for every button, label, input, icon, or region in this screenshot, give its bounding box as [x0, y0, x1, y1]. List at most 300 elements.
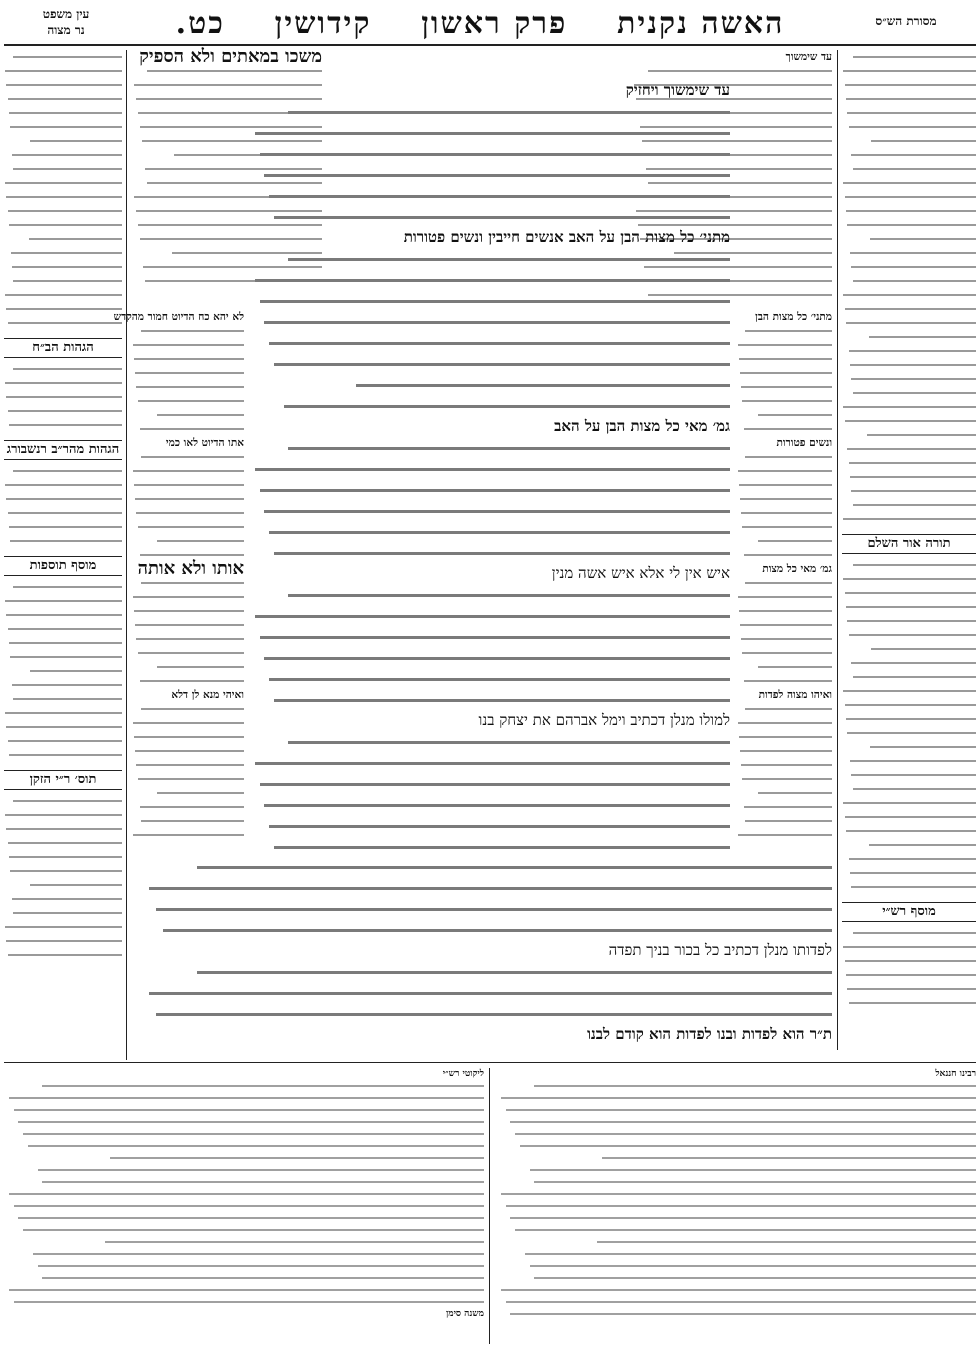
gemara-wide-text-line — [142, 898, 832, 919]
tosafot-text-line — [132, 422, 244, 436]
gemara-text-line — [250, 731, 730, 752]
ein-mishpat-text-line — [4, 78, 122, 92]
tosafot-text-line — [132, 744, 244, 758]
ein-mishpat-text-line — [4, 218, 122, 232]
gemara-main-text — [250, 80, 730, 850]
tosafot-text-line — [132, 520, 244, 534]
musaf-tosafot-text-line — [4, 748, 122, 762]
rashi-text-line — [737, 632, 832, 646]
torah-or-text-line — [842, 698, 976, 712]
tosafot-text-line — [132, 828, 244, 842]
masoret-text-line — [842, 162, 976, 176]
gemara-text-line — [250, 374, 730, 395]
musaf-tosafot-text-line — [4, 692, 122, 706]
rashi-text-line — [737, 324, 832, 338]
rashi-text-line — [737, 660, 832, 674]
tosafot-dibbur-hamatchil: משכו במאתים ולא הספיק — [139, 46, 322, 67]
masoret-text-line — [842, 302, 976, 316]
footer-text-line — [496, 1116, 976, 1128]
tosafot-text-line — [132, 702, 244, 716]
gemara-gemara-start: גמ׳ מאי כל מצות הבן על האב — [554, 417, 730, 435]
ein-mishpat-text-line — [4, 246, 122, 260]
gemara-opening: עד שימשוך ויחזיק — [625, 81, 730, 99]
title-tractate: קידושין — [274, 6, 372, 41]
footer-likutei-rashi — [4, 1068, 484, 1344]
footer-text-line — [496, 1224, 976, 1236]
rashi-text-line — [737, 716, 832, 730]
musaf-tosafot-text-line — [4, 608, 122, 622]
tosafot-text-line — [132, 660, 244, 674]
musaf-rashi-text-line — [842, 996, 976, 1010]
footer-text-line — [496, 1236, 976, 1248]
tosafot-text-line — [132, 632, 244, 646]
footer-note: משנה סימן — [445, 1309, 484, 1319]
tos-rid-text-line — [4, 850, 122, 864]
torah-or-text-line — [842, 628, 976, 642]
musaf-tosafot-text-line — [4, 678, 122, 692]
gemara-text-line — [250, 437, 730, 458]
rashi-text-line — [737, 576, 832, 590]
tosafot-text-line — [132, 590, 244, 604]
rashi-text-line — [737, 814, 832, 828]
footer-text-line — [496, 1188, 976, 1200]
tosafot-text-line — [132, 506, 244, 520]
tos-rid-text-line — [4, 934, 122, 948]
page-header — [4, 6, 976, 42]
hagahot-habach-text-line — [4, 376, 122, 390]
tos-rid-text-line — [4, 836, 122, 850]
tos-rid-text-line — [4, 878, 122, 892]
masoret-text-line — [842, 274, 976, 288]
rashi-dibbur-hamatchil: עד שימשוך — [785, 51, 832, 63]
rashi-text-line — [737, 534, 832, 548]
page-title — [134, 6, 826, 41]
rashi-text-line — [737, 520, 832, 534]
ein-mishpat-text-line — [4, 162, 122, 176]
rashi-text-line — [737, 380, 832, 394]
torah-or-text-line — [842, 866, 976, 880]
masoret-text-line — [842, 358, 976, 372]
footer-text-line — [4, 1116, 484, 1128]
musaf-tosafot-text-line — [4, 706, 122, 720]
masoret-text-line — [842, 134, 976, 148]
footer-text-line — [496, 1080, 976, 1092]
rashi-phrase-4: ואיהו מצוה לפדות — [758, 689, 832, 701]
ein-mishpat-line-1: עין משפט — [42, 7, 90, 21]
masoret-text-line — [842, 372, 976, 386]
ein-mishpat-line-2: נר מצוה — [47, 23, 85, 37]
gemara-tanu-rabanan: ת״ר הוא לפדות ובנו לפדות הוא קודם לבנו — [587, 1025, 832, 1043]
ein-mishpat-text-line — [4, 316, 122, 330]
gemara-text-line — [250, 164, 730, 185]
musaf-rashi-heading: מוסף רש״י — [842, 902, 976, 922]
masoret-text-line — [842, 64, 976, 78]
masoret-text-line — [842, 92, 976, 106]
gemara-text-line — [250, 689, 730, 710]
footer-text-line — [4, 1296, 484, 1308]
rashi-text-line — [737, 604, 832, 618]
masoret-text-line — [842, 78, 976, 92]
masoret-text-line — [842, 246, 976, 260]
gemara-text-line — [250, 773, 730, 794]
rashi-text-line — [737, 618, 832, 632]
ein-mishpat-text-line — [4, 120, 122, 134]
masoret-text-line — [842, 456, 976, 470]
tosafot-phrase-2: אתו הדיוט לאו כמי — [165, 437, 244, 449]
tosafot-text-line — [132, 716, 244, 730]
title-tractate-name: האשה נקנית — [617, 6, 785, 41]
masoret-text-line — [842, 484, 976, 498]
masoret-text-line — [842, 218, 976, 232]
ein-mishpat-text-line — [4, 190, 122, 204]
ein-mishpat-text-line — [4, 274, 122, 288]
tosafot-text-line — [132, 576, 244, 590]
gemara-wide-text-line — [142, 982, 832, 1003]
footer-text-line — [496, 1164, 976, 1176]
gemara-wide-text-line — [142, 1003, 832, 1024]
tosafot-text-line — [132, 492, 244, 506]
tos-rid-heading: תוס׳ ר״י הזקן — [4, 770, 122, 790]
gemara-text-line — [250, 458, 730, 479]
rashi-text-line — [737, 828, 832, 842]
rashi-text-line — [737, 674, 832, 688]
rashi-text-line — [737, 408, 832, 422]
gemara-mishna: מתני׳ כל מצות הבן על האב אנשים חייבין ונשים פטורות — [403, 228, 730, 246]
tosafot-text-line — [132, 478, 244, 492]
footer-text-line — [496, 1104, 976, 1116]
footer-text-line — [4, 1284, 484, 1296]
footer-text-line — [4, 1260, 484, 1272]
tosafot-text-line — [132, 64, 322, 78]
gemara-text-line — [250, 794, 730, 815]
gemara-text-line — [250, 395, 730, 416]
rashi-text-line — [737, 506, 832, 520]
musaf-rashi-text-line — [842, 982, 976, 996]
masoret-hashas-column — [842, 50, 976, 1050]
ein-mishpat-text-line — [4, 148, 122, 162]
tos-rid-text-line — [4, 948, 122, 962]
rashi-text-line — [737, 702, 832, 716]
masoret-text-line — [842, 106, 976, 120]
tosafot-text-line — [132, 408, 244, 422]
rashi-text-line — [737, 744, 832, 758]
daf-number: כט. — [175, 6, 225, 41]
footer-divider — [489, 1068, 490, 1344]
musaf-tosafot-text-line — [4, 580, 122, 594]
gemara-text-line — [250, 668, 730, 689]
rashi-text-line — [737, 646, 832, 660]
footer-text-line — [4, 1248, 484, 1260]
musaf-rashi-text-line — [842, 926, 976, 940]
tos-rid-text-line — [4, 808, 122, 822]
hagahot-habach-text-line — [4, 390, 122, 404]
ein-mishpat-text-line — [4, 50, 122, 64]
masoret-text-line — [842, 498, 976, 512]
rashi-text-line — [737, 772, 832, 786]
gemara-text-line — [250, 185, 730, 206]
gemara-text-line — [250, 269, 730, 290]
musaf-tosafot-text-line — [4, 650, 122, 664]
masoret-text-line — [842, 190, 976, 204]
footer-text-line — [4, 1128, 484, 1140]
rashi-text-line — [737, 464, 832, 478]
rashi-text-line — [737, 338, 832, 352]
gemara-wide-text-line — [142, 919, 832, 940]
ein-mishpat-text-line — [4, 64, 122, 78]
ein-mishpat-text-line — [4, 176, 122, 190]
footer-text-line — [496, 1296, 976, 1308]
rashi-text-line — [737, 800, 832, 814]
footer-text-line — [4, 1224, 484, 1236]
hagahot-maharab-text-line — [4, 478, 122, 492]
hagahot-maharab-heading: הגהות מהר״ב רנשבורג — [4, 440, 122, 460]
gemara-text-line — [250, 311, 730, 332]
tosafot-text-line — [132, 674, 244, 688]
masoret-text-line — [842, 344, 976, 358]
footer-text-line — [496, 1140, 976, 1152]
tosafot-column-side — [113, 310, 244, 850]
footer-text-line — [496, 1260, 976, 1272]
tosafot-text-line — [132, 646, 244, 660]
hagahot-maharab-text-line — [4, 506, 122, 520]
torah-or-text-line — [842, 586, 976, 600]
hagahot-habach-heading: הגהות הב״ח — [4, 338, 122, 358]
title-chapter: פרק ראשון — [421, 6, 568, 41]
rashi-text-line — [737, 730, 832, 744]
gemara-text-line — [250, 584, 730, 605]
torah-or-text-line — [842, 754, 976, 768]
footer-text-line — [496, 1152, 976, 1164]
gemara-text-line — [250, 353, 730, 374]
footer-text-line — [496, 1176, 976, 1188]
hagahot-maharab-text-line — [4, 464, 122, 478]
tosafot-text-line — [132, 464, 244, 478]
torah-or-text-line — [842, 810, 976, 824]
musaf-tosafot-heading: מוסף תוספות — [4, 556, 122, 576]
tosafot-text-line — [132, 758, 244, 772]
hagahot-habach-text-line — [4, 362, 122, 376]
rashi-text-line — [737, 548, 832, 562]
tosafot-phrase-4: ואיהי מנא לן דלא — [171, 689, 244, 701]
torah-or-text-line — [842, 572, 976, 586]
footer-lead-2-heading: ליקוטי רש״י — [442, 1069, 484, 1079]
gemara-wide-text-line — [142, 877, 832, 898]
rashi-text-line — [737, 394, 832, 408]
ein-mishpat-text-line — [4, 302, 122, 316]
masoret-text-line — [842, 330, 976, 344]
torah-or-text-line — [842, 726, 976, 740]
tosafot-phrase-3: אותו ולא אותה — [137, 558, 244, 579]
musaf-tosafot-text-line — [4, 594, 122, 608]
tosafot-text-line — [132, 450, 244, 464]
gemara-milah: למולו מנלן דכתיב וימל אברהם את יצחק בנו — [478, 711, 730, 729]
footer-text-line — [4, 1176, 484, 1188]
torah-or-text-line — [842, 670, 976, 684]
gemara-pidyon: לפדותו מנלן דכתיב כל בכור בניך תפדה — [608, 941, 832, 959]
tosafot-text-line — [132, 394, 244, 408]
tos-rid-text-line — [4, 822, 122, 836]
rashi-phrase-1: מתני׳ כל מצות הבן — [755, 311, 832, 323]
ein-mishpat-text-line — [4, 232, 122, 246]
masoret-text-line — [842, 414, 976, 428]
masoret-text-line — [842, 120, 976, 134]
left-margin-rule — [126, 50, 127, 1060]
footer-rule — [4, 1062, 976, 1063]
right-margin-rule — [837, 50, 838, 1050]
rashi-text-line — [737, 366, 832, 380]
gemara-wide-text-line — [142, 961, 832, 982]
rashi-text-line — [737, 478, 832, 492]
rashi-text-line — [737, 492, 832, 506]
tosafot-text-line — [132, 324, 244, 338]
gemara-text-line — [250, 332, 730, 353]
torah-or-text-line — [842, 852, 976, 866]
ein-mishpat-label — [4, 6, 128, 38]
ein-mishpat-column — [4, 50, 122, 1060]
tosafot-text-line — [132, 800, 244, 814]
musaf-tosafot-text-line — [4, 720, 122, 734]
footer-text-line — [4, 1188, 484, 1200]
gemara-text-line — [250, 290, 730, 311]
torah-or-text-line — [842, 880, 976, 894]
tosafot-text-line — [132, 730, 244, 744]
torah-or-text-line — [842, 656, 976, 670]
tosafot-text-line — [132, 338, 244, 352]
gemara-text-line — [250, 479, 730, 500]
gemara-text-line — [250, 752, 730, 773]
masoret-text-line — [842, 400, 976, 414]
gemara-text-line — [250, 122, 730, 143]
masoret-text-line — [842, 316, 976, 330]
rashi-text-line — [737, 422, 832, 436]
tosafot-text-line — [132, 772, 244, 786]
torah-or-text-line — [842, 558, 976, 572]
gemara-text-line — [250, 521, 730, 542]
tosafot-text-line — [132, 786, 244, 800]
torah-or-text-line — [842, 712, 976, 726]
musaf-tosafot-text-line — [4, 636, 122, 650]
masoret-text-line — [842, 148, 976, 162]
torah-or-text-line — [842, 614, 976, 628]
torah-or-text-line — [842, 782, 976, 796]
tosafot-phrase-1: לא יהא כח הדיוט חמור מהקדש — [113, 311, 244, 323]
footer-text-line — [4, 1092, 484, 1104]
masoret-text-line — [842, 232, 976, 246]
masoret-text-line — [842, 442, 976, 456]
musaf-rashi-text-line — [842, 968, 976, 982]
masoret-text-line — [842, 204, 976, 218]
gemara-wide-text-line — [142, 856, 832, 877]
footer-text-line — [4, 1140, 484, 1152]
gemara-text-line — [250, 605, 730, 626]
tos-rid-text-line — [4, 864, 122, 878]
footer-text-line — [496, 1092, 976, 1104]
gemara-text-line — [250, 101, 730, 122]
rashi-phrase-2: ונשים פטורות — [776, 437, 832, 449]
gemara-text-line — [250, 836, 730, 857]
ein-mishpat-text-line — [4, 106, 122, 120]
footer-text-line — [496, 1212, 976, 1224]
tosafot-text-line — [132, 618, 244, 632]
gemara-text-line — [250, 500, 730, 521]
masoret-text-line — [842, 260, 976, 274]
rashi-column-side — [737, 310, 832, 850]
masoret-hashas-label: מסורת הש״ס — [875, 14, 937, 28]
hagahot-maharab-text-line — [4, 492, 122, 506]
torah-or-text-line — [842, 838, 976, 852]
rashi-text-line — [737, 786, 832, 800]
ein-mishpat-text-line — [4, 260, 122, 274]
torah-or-text-line — [842, 600, 976, 614]
ein-mishpat-text-line — [4, 134, 122, 148]
tos-rid-text-line — [4, 794, 122, 808]
footer-text-line — [4, 1104, 484, 1116]
torah-or-text-line — [842, 824, 976, 838]
footer-text-line — [4, 1200, 484, 1212]
masoret-text-line — [842, 288, 976, 302]
torah-or-text-line — [842, 768, 976, 782]
gemara-text-line — [250, 248, 730, 269]
torah-or-text-line — [842, 642, 976, 656]
torah-or-text-line — [842, 740, 976, 754]
tos-rid-text-line — [4, 920, 122, 934]
footer-text-line — [496, 1272, 976, 1284]
masoret-text-line — [842, 428, 976, 442]
hagahot-maharab-text-line — [4, 520, 122, 534]
footer-text-line — [4, 1152, 484, 1164]
musaf-tosafot-text-line — [4, 664, 122, 678]
tosafot-text-line — [132, 814, 244, 828]
tos-rid-text-line — [4, 892, 122, 906]
torah-or-text-line — [842, 796, 976, 810]
tosafot-text-line — [132, 380, 244, 394]
musaf-rashi-text-line — [842, 940, 976, 954]
ein-mishpat-text-line — [4, 288, 122, 302]
gemara-text-line — [250, 647, 730, 668]
gemara-text-line — [250, 542, 730, 563]
musaf-tosafot-text-line — [4, 622, 122, 636]
footer-text-line — [496, 1200, 976, 1212]
footer-text-line — [4, 1236, 484, 1248]
gemara-text-line — [250, 143, 730, 164]
rashi-phrase-3: גמ׳ מאי כל מצות — [762, 563, 832, 575]
hagahot-maharab-text-line — [4, 534, 122, 548]
musaf-rashi-text-line — [842, 954, 976, 968]
rashi-text-line — [737, 450, 832, 464]
tosafot-text-line — [132, 534, 244, 548]
tos-rid-text-line — [4, 906, 122, 920]
hagahot-habach-text-line — [4, 418, 122, 432]
tosafot-text-line — [132, 352, 244, 366]
masoret-text-line — [842, 50, 976, 64]
gemara-main-text-wide — [142, 856, 832, 1056]
masoret-text-line — [842, 176, 976, 190]
rashi-text-line — [737, 590, 832, 604]
rashi-text-line — [632, 64, 832, 78]
rashi-text-line — [737, 352, 832, 366]
footer-lead-heading: רבינו חננאל — [935, 1069, 976, 1079]
gemara-text-line — [250, 206, 730, 227]
torah-or-heading: תורה אור השלם — [842, 534, 976, 554]
gemara-text-line — [250, 626, 730, 647]
masoret-text-line — [842, 470, 976, 484]
ein-mishpat-text-line — [4, 204, 122, 218]
tosafot-text-line — [132, 366, 244, 380]
tosafot-text-line — [132, 604, 244, 618]
musaf-tosafot-text-line — [4, 734, 122, 748]
gemara-text-line — [250, 815, 730, 836]
footer-text-line — [4, 1272, 484, 1284]
